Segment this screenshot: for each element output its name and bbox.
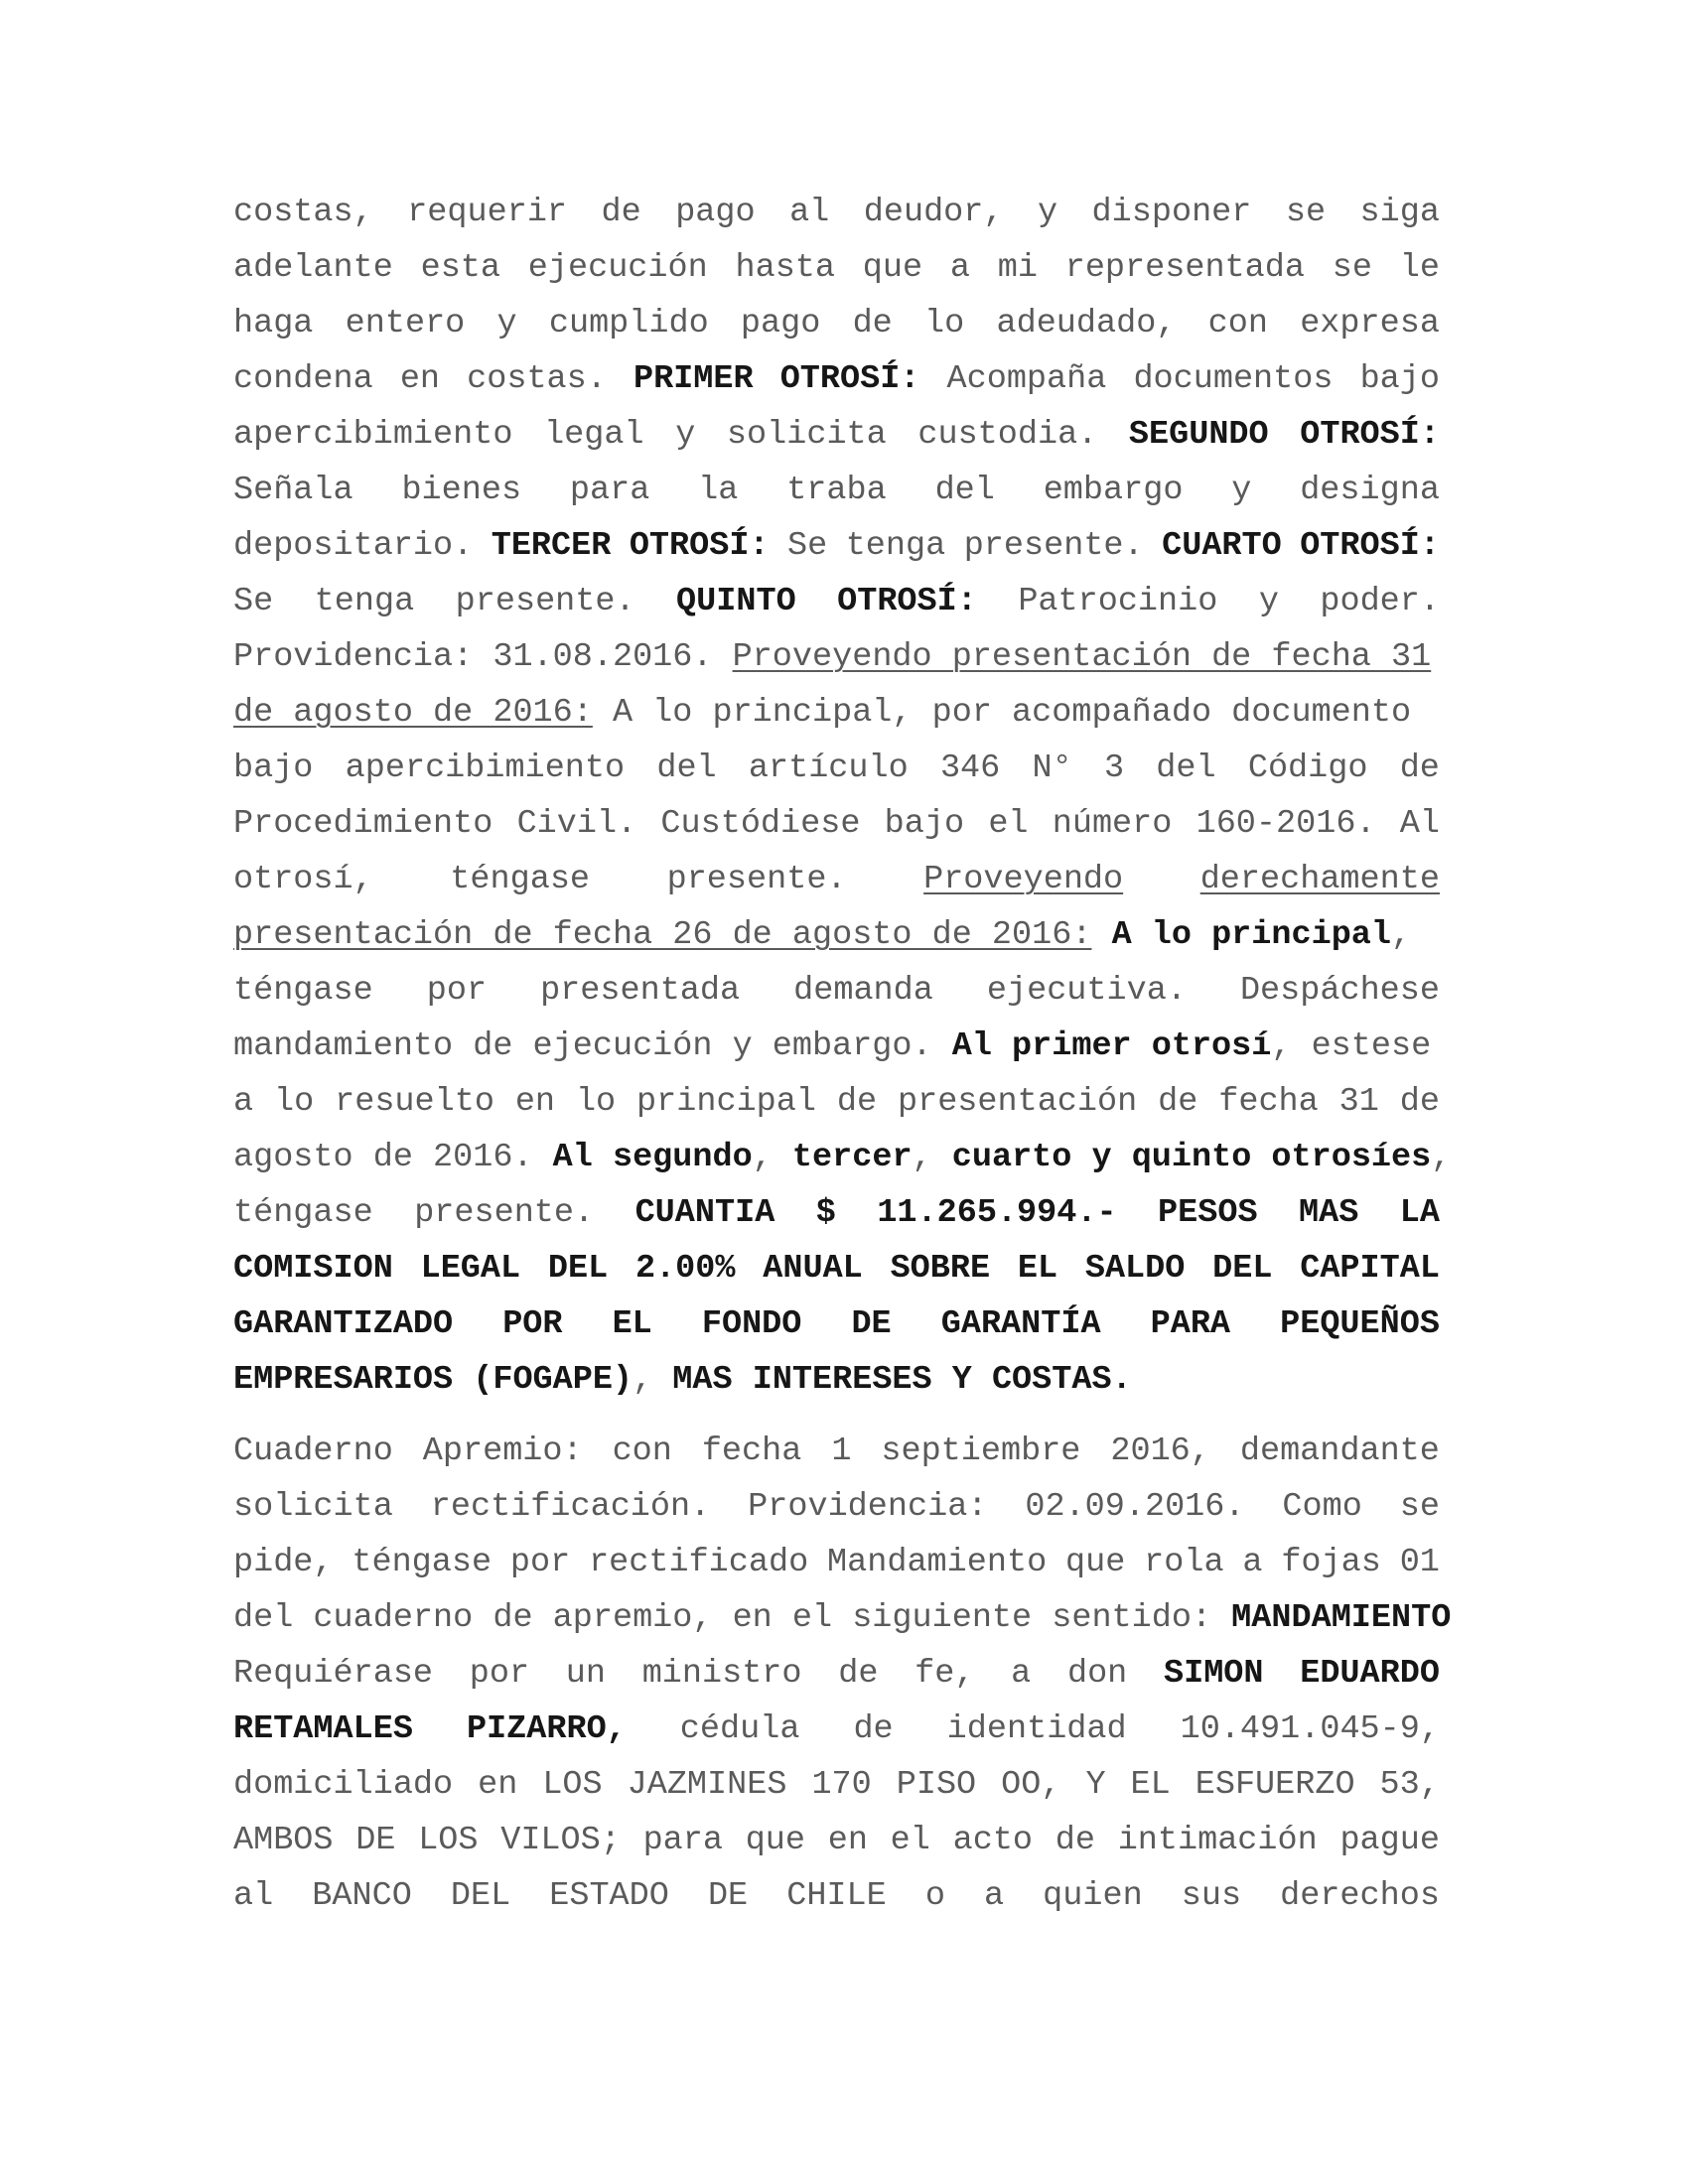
text-segment: en: [399, 360, 441, 398]
text-segment: le: [1399, 249, 1440, 287]
bold-text: CUARTO: [1162, 527, 1282, 565]
paragraph2-line: [233, 1535, 1440, 1590]
text-segment: en: [514, 1083, 556, 1121]
text-segment: 170: [811, 1766, 872, 1804]
bold-text: CUANTIA: [634, 1194, 775, 1232]
text-segment: artículo: [748, 750, 909, 787]
text-segment: Y: [1085, 1766, 1106, 1804]
bold-text: DE: [851, 1305, 892, 1343]
bold-text: SIMON: [1163, 1655, 1264, 1693]
text-segment: de: [1055, 1822, 1095, 1859]
text-segment: la: [698, 472, 739, 509]
text-segment: téngase: [352, 1544, 492, 1581]
text-segment: otrosí,: [233, 861, 373, 898]
bold-text: QUINTO: [676, 583, 796, 620]
text-segment: presente.: [666, 861, 847, 898]
text-segment: fecha: [1218, 1083, 1319, 1121]
text-segment: tenga: [845, 527, 946, 565]
text-segment: traba: [786, 472, 887, 509]
text-segment: pague: [1339, 1822, 1440, 1859]
paragraph1-line: [233, 463, 1440, 518]
text-segment: ejecución: [527, 249, 708, 287]
text-segment: pide,: [233, 1544, 334, 1581]
bold-text: cuarto y quinto otrosíes: [951, 1139, 1432, 1176]
bold-text: OTROSÍ:: [1300, 527, 1440, 565]
text-segment: demanda: [793, 972, 933, 1010]
text-segment: al: [233, 1877, 274, 1915]
paragraph2-line: [233, 1590, 1452, 1646]
paragraph1-line: [233, 685, 1440, 741]
text-segment: embargo: [1043, 472, 1184, 509]
text-segment: , estese: [1271, 1027, 1432, 1065]
text-segment: se: [1399, 1488, 1440, 1526]
text-segment: ,: [912, 1139, 952, 1176]
bold-text: DEL: [1212, 1250, 1273, 1288]
bold-text: MANDAMIENTO: [1231, 1599, 1452, 1637]
text-segment: que: [1065, 1544, 1126, 1581]
text-segment: sus: [1181, 1877, 1242, 1915]
text-segment: bienes: [401, 472, 522, 509]
text-segment: Requiérase: [233, 1655, 434, 1693]
paragraph2-line: [233, 1868, 1440, 1924]
paragraph1-line: [233, 963, 1440, 1019]
bold-text: tercer: [791, 1139, 913, 1176]
text-segment: a: [233, 1083, 254, 1121]
bold-text: RETAMALES: [233, 1710, 413, 1748]
text-segment: resuelto: [335, 1083, 494, 1121]
text-segment: por: [509, 1544, 571, 1581]
bold-text: $: [815, 1194, 836, 1232]
text-segment: presente.: [963, 527, 1144, 565]
text-segment: el: [988, 805, 1029, 843]
paragraph1-line: [233, 407, 1440, 463]
text-segment: cédula: [679, 1710, 800, 1748]
text-segment: Código: [1247, 750, 1368, 787]
text-segment: 31: [1338, 1083, 1379, 1121]
text-segment: Cuaderno: [233, 1433, 393, 1470]
text-segment: lo: [575, 1083, 617, 1121]
bold-text: MAS: [1299, 1194, 1359, 1232]
text-segment: 346: [939, 750, 1001, 787]
bold-text: EL: [1017, 1250, 1058, 1288]
text-segment: Providencia: 31.08.2016.: [233, 638, 733, 676]
text-segment: con: [612, 1433, 672, 1470]
paragraph1-line: [233, 796, 1440, 852]
text-segment: ejecutiva.: [986, 972, 1187, 1010]
bold-text: 2.00%: [634, 1250, 736, 1288]
text-segment: bajo: [884, 805, 965, 843]
bold-text: TERCER: [491, 527, 612, 565]
text-segment: haga: [233, 305, 314, 342]
text-segment: de: [601, 194, 641, 231]
paragraph1-line: [233, 1185, 1440, 1241]
text-segment: identidad: [946, 1710, 1127, 1748]
text-segment: Al: [1399, 805, 1440, 843]
bold-text: SEGUNDO: [1128, 416, 1269, 454]
bold-text: OTROSÍ:: [629, 527, 770, 565]
bold-text: OTROSÍ:: [837, 583, 977, 620]
text-segment: Apremio:: [422, 1433, 583, 1470]
text-segment: derechos: [1280, 1877, 1440, 1915]
text-segment: presente.: [414, 1194, 595, 1232]
underlined-text: presentación de fecha 26 de agosto de 2016:: [233, 916, 1092, 954]
text-segment: téngase: [233, 1194, 373, 1232]
paragraph1-line: [233, 907, 1440, 963]
text-segment: condena: [233, 360, 373, 398]
text-segment: téngase: [233, 972, 373, 1010]
text-segment: bajo: [233, 750, 314, 787]
bold-text: SOBRE: [890, 1250, 991, 1288]
paragraph1-line: [233, 852, 1440, 907]
text-segment: por: [426, 972, 488, 1010]
paragraph1-line: [233, 1074, 1440, 1130]
paragraph1-line: [233, 629, 1440, 685]
text-segment: intimación: [1117, 1822, 1318, 1859]
bold-text: PEQUEÑOS: [1280, 1305, 1440, 1343]
text-segment: fojas: [1281, 1544, 1381, 1581]
bold-text: EL: [612, 1305, 652, 1343]
text-segment: principal: [636, 1083, 816, 1121]
text-segment: mi: [997, 249, 1038, 287]
text-segment: de: [1399, 1083, 1440, 1121]
paragraph2-line: [233, 1702, 1440, 1757]
bold-text: EMPRESARIOS (FOGAPE): [233, 1361, 633, 1399]
text-segment: DE: [707, 1877, 749, 1915]
text-segment: designa: [1300, 472, 1440, 509]
text-segment: esta: [420, 249, 501, 287]
text-segment: quien: [1043, 1877, 1143, 1915]
text-segment: Despáchese: [1239, 972, 1440, 1010]
text-segment: apercibimiento: [233, 416, 513, 454]
bold-text: Al segundo: [552, 1139, 753, 1176]
bold-text: 11.265.994.-: [877, 1194, 1117, 1232]
text-segment: entero: [345, 305, 466, 342]
text-segment: Civil.: [516, 805, 637, 843]
paragraph1-line: [233, 741, 1440, 796]
underlined-text: derechamente: [1199, 861, 1440, 898]
text-segment: Acompaña: [946, 360, 1107, 398]
text-segment: y: [496, 305, 517, 342]
text-segment: presentación: [897, 1083, 1138, 1121]
text-segment: rectificado: [589, 1544, 809, 1581]
text-segment: CHILE: [786, 1877, 887, 1915]
paragraph1-line: [233, 1297, 1440, 1352]
text-segment: el: [890, 1822, 930, 1859]
text-segment: Procedimiento: [233, 805, 493, 843]
text-segment: 1: [831, 1433, 852, 1470]
bold-text: PIZARRO,: [466, 1710, 627, 1748]
text-segment: siga: [1359, 194, 1440, 231]
paragraph1-line: [233, 1241, 1440, 1297]
underlined-text: Proveyendo: [923, 861, 1124, 898]
text-segment: de: [836, 1083, 878, 1121]
text-segment: solicita: [726, 416, 887, 454]
text-segment: del cuaderno de apremio, en el siguiente sentido:: [233, 1599, 1232, 1637]
text-segment: al: [789, 194, 830, 231]
paragraph1-line: [233, 185, 1440, 240]
text-segment: custodia.: [917, 416, 1098, 454]
text-segment: N°: [1032, 750, 1072, 787]
text-segment: lo: [274, 1083, 315, 1121]
bold-text: A lo principal: [1111, 916, 1392, 954]
bold-text: MAS INTERESES Y COSTAS.: [672, 1361, 1132, 1399]
text-segment: AMBOS: [233, 1822, 334, 1859]
text-segment: adeudado,: [996, 305, 1177, 342]
text-segment: en: [827, 1822, 868, 1859]
text-segment: acto: [952, 1822, 1034, 1859]
text-segment: Patrocinio: [1018, 583, 1218, 620]
text-segment: solicita: [233, 1488, 393, 1526]
bold-text: PARA: [1150, 1305, 1231, 1343]
text-segment: ministro: [641, 1655, 802, 1693]
text-segment: del: [656, 750, 717, 787]
bold-text: PRIMER: [633, 360, 754, 398]
bold-text: FONDO: [701, 1305, 802, 1343]
text-segment: Mandamiento: [827, 1544, 1048, 1581]
text-segment: hasta: [735, 249, 836, 287]
text-segment: de: [853, 1710, 894, 1748]
bold-text: OTROSÍ:: [779, 360, 920, 398]
text-segment: en: [478, 1766, 518, 1804]
bold-text: LEGAL: [420, 1250, 521, 1288]
text-segment: de: [838, 1655, 879, 1693]
text-segment: ESFUERZO: [1195, 1766, 1355, 1804]
text-segment: de: [852, 305, 893, 342]
underlined-text: de agosto de 2016:: [233, 694, 593, 732]
text-segment: por: [469, 1655, 530, 1693]
text-segment: que: [862, 249, 923, 287]
bold-text: OTROSÍ:: [1300, 416, 1440, 454]
bold-text: ANUAL: [763, 1250, 863, 1288]
paragraph2-line: [233, 1813, 1440, 1868]
text-segment: domiciliado: [233, 1766, 454, 1804]
text-segment: representada: [1064, 249, 1305, 287]
text-segment: JAZMINES: [627, 1766, 787, 1804]
text-segment: rectificación.: [430, 1488, 711, 1526]
text-segment: presentada: [540, 972, 741, 1010]
bold-text: EDUARDO: [1300, 1655, 1440, 1693]
bold-text: GARANTIZADO: [233, 1305, 454, 1343]
text-segment: septiembre: [881, 1433, 1081, 1470]
text-segment: agosto de 2016.: [233, 1139, 553, 1176]
text-segment: OO,: [1001, 1766, 1061, 1804]
text-segment: pago: [740, 305, 821, 342]
text-segment: LOS: [418, 1822, 479, 1859]
paragraph1-line: [233, 1019, 1440, 1074]
paragraph1-line: [233, 1130, 1452, 1185]
text-segment: 02.09.2016.: [1025, 1488, 1245, 1526]
text-segment: número: [1052, 805, 1173, 843]
bold-text: SALDO: [1084, 1250, 1186, 1288]
text-segment: téngase: [450, 861, 591, 898]
text-segment: para: [569, 472, 650, 509]
paragraph2-line: [233, 1646, 1440, 1702]
paragraph1-line: [233, 296, 1440, 351]
text-segment: costas,: [233, 194, 373, 231]
text-segment: costas.: [467, 360, 607, 398]
text-segment: y: [1037, 194, 1058, 231]
text-segment: pago: [675, 194, 756, 231]
text-segment: depositario.: [233, 527, 474, 565]
text-segment: del: [934, 472, 995, 509]
text-segment: con: [1207, 305, 1268, 342]
text-segment: 2016,: [1110, 1433, 1210, 1470]
text-segment: lo: [924, 305, 965, 342]
paragraph2-line: [233, 1424, 1440, 1479]
text-segment: tenga: [314, 583, 415, 620]
text-segment: 53,: [1379, 1766, 1440, 1804]
text-segment: presente.: [455, 583, 635, 620]
text-segment: a: [1011, 1655, 1032, 1693]
text-segment: 01: [1399, 1544, 1440, 1581]
text-segment: bajo: [1359, 360, 1440, 398]
text-segment: Se: [787, 527, 828, 565]
text-segment: de: [1399, 750, 1440, 787]
text-segment: ,: [633, 1361, 673, 1399]
text-segment: 10.491.045-9,: [1180, 1710, 1440, 1748]
underlined-text: Proveyendo presentación de fecha 31: [732, 638, 1432, 676]
text-segment: disponer: [1091, 194, 1252, 231]
text-segment: DE: [355, 1822, 396, 1859]
bold-text: LA: [1399, 1194, 1440, 1232]
text-segment: Providencia:: [748, 1488, 988, 1526]
bold-text: DEL: [547, 1250, 609, 1288]
text-segment: Se: [233, 583, 274, 620]
paragraph1-line: [233, 1352, 1440, 1408]
text-segment: rola: [1144, 1544, 1224, 1581]
paragraph1-line: [233, 518, 1440, 574]
paragraph2-line: [233, 1479, 1440, 1535]
text-segment: y: [1258, 583, 1279, 620]
text-segment: documentos: [1133, 360, 1334, 398]
text-segment: deudor,: [863, 194, 1004, 231]
bold-text: POR: [502, 1305, 563, 1343]
paragraph1-line: [233, 574, 1440, 629]
text-segment: Señala: [233, 472, 353, 509]
text-segment: fecha: [701, 1433, 802, 1470]
text-segment: requerir: [407, 194, 568, 231]
text-segment: adelante: [233, 249, 393, 287]
text-segment: Custódiese: [660, 805, 861, 843]
text-segment: de: [1158, 1083, 1198, 1121]
text-segment: expresa: [1300, 305, 1440, 342]
text-segment: VILOS;: [500, 1822, 621, 1859]
text-segment: Como: [1282, 1488, 1362, 1526]
text-segment: se: [1332, 249, 1372, 287]
text-segment: a: [983, 1877, 1005, 1915]
text-segment: 3: [1103, 750, 1125, 787]
text-segment: A lo principal, por acompañado documento: [592, 694, 1412, 732]
text-segment: 160-2016.: [1196, 805, 1376, 843]
text-segment: y: [1231, 472, 1252, 509]
bold-text: PESOS: [1158, 1194, 1258, 1232]
text-segment: PISO: [896, 1766, 977, 1804]
text-segment: BANCO: [312, 1877, 412, 1915]
text-segment: legal: [544, 416, 644, 454]
text-segment: o: [924, 1877, 945, 1915]
text-segment: cumplido: [548, 305, 709, 342]
text-segment: don: [1066, 1655, 1128, 1693]
paragraph1-line: [233, 351, 1440, 407]
text-segment: apercibimiento: [345, 750, 626, 787]
bold-text: CAPITAL: [1300, 1250, 1440, 1288]
text-segment: del: [1156, 750, 1216, 787]
text-segment: ,: [1391, 916, 1412, 954]
bold-text: COMISION: [233, 1250, 393, 1288]
text-segment: y: [675, 416, 696, 454]
text-segment: un: [565, 1655, 606, 1693]
text-segment: ESTADO: [549, 1877, 669, 1915]
paragraph2-line: [233, 1757, 1440, 1813]
bold-text: Al primer otrosí: [951, 1027, 1272, 1065]
text-segment: que: [745, 1822, 806, 1859]
text-segment: EL: [1130, 1766, 1171, 1804]
text-segment: ,: [1431, 1139, 1452, 1176]
text-segment: DEL: [450, 1877, 511, 1915]
text-segment: ,: [752, 1139, 792, 1176]
text-segment: poder.: [1320, 583, 1440, 620]
text-segment: a: [1242, 1544, 1263, 1581]
text-segment: [1091, 907, 1111, 963]
text-segment: a: [949, 249, 970, 287]
paragraph1-line: [233, 240, 1440, 296]
text-segment: fe,: [914, 1655, 975, 1693]
text-segment: para: [642, 1822, 723, 1859]
text-segment: se: [1285, 194, 1327, 231]
text-segment: demandante: [1239, 1433, 1440, 1470]
text-segment: LOS: [542, 1766, 603, 1804]
bold-text: GARANTÍA: [940, 1305, 1101, 1343]
text-segment: mandamiento de ejecución y embargo.: [233, 1027, 952, 1065]
